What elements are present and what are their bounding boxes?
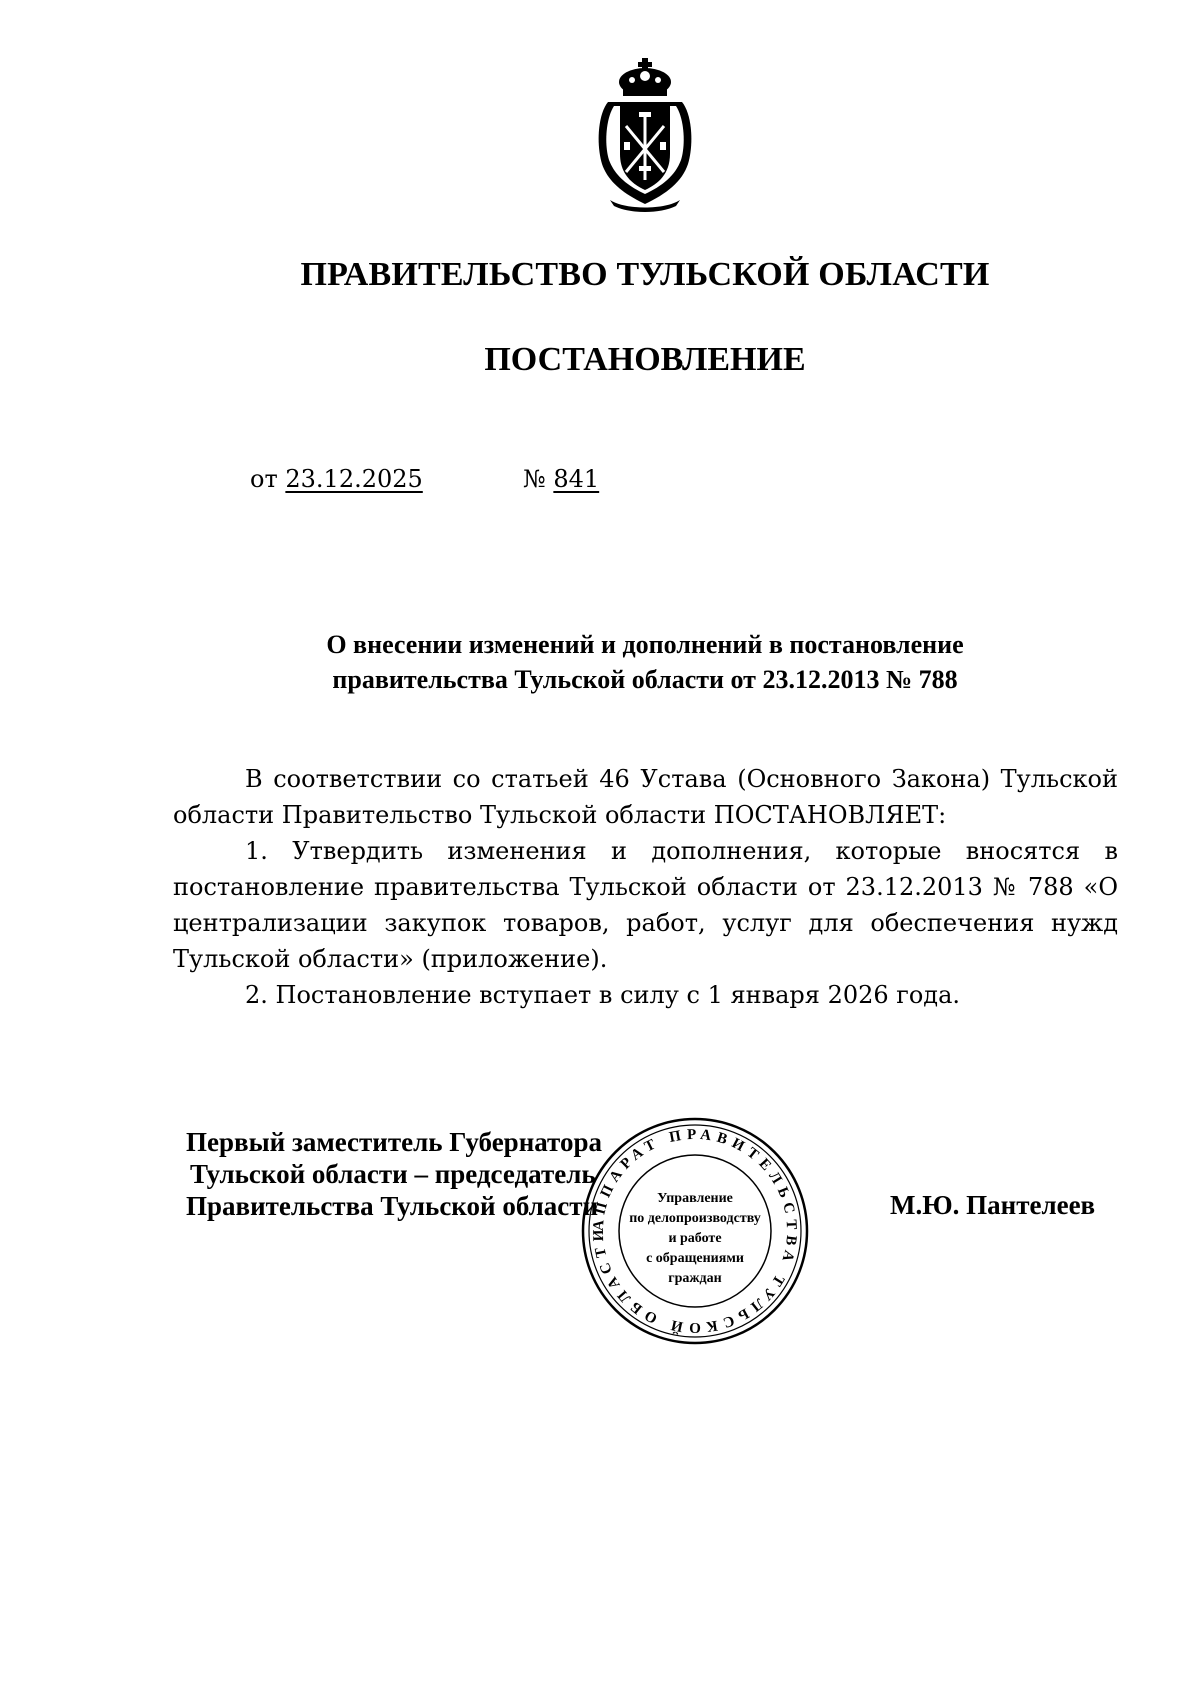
stamp-ring-text: АППАРАТ ПРАВИТЕЛЬСТВА ТУЛЬСКОЙ ОБЛАСТИ [590, 1126, 800, 1336]
stamp-center-line-2: по делопроизводству [629, 1211, 761, 1226]
signer-name: М.Ю. Пантелеев [890, 1190, 1096, 1220]
document-type-title: ПОСТАНОВЛЕНИЕ [484, 341, 806, 378]
document-body [173, 761, 1118, 1013]
body-paragraph-preamble: В соответствии со статьей 46 Устава (Основного Закона) Тульской области Правительство Тульской области ПОСТАНОВЛЯЕТ: [173, 765, 1118, 829]
body-paragraph-item-1: 1. Утвердить изменения и дополнения, которые вносятся в постановление правительства Тульской области от 23.12.2013 № 788 «О централизации закупок товаров, работ, услуг для обеспечения нужд Тульской области» (приложение). [173, 837, 1118, 973]
document-date: 23.12.2025 [285, 465, 423, 493]
stamp-center-line-4: с обращениями [646, 1251, 744, 1266]
signer-position-line-1: Первый заместитель Губернатора [186, 1127, 602, 1157]
registration-line [250, 465, 600, 493]
organization-title: ПРАВИТЕЛЬСТВО ТУЛЬСКОЙ ОБЛАСТИ [300, 256, 990, 293]
subject-line-1: О внесении изменений и дополнений в постановление [326, 630, 964, 659]
document-number-group [523, 465, 599, 493]
stamp-center-line-1: Управление [657, 1191, 733, 1206]
document-subject [0, 627, 1200, 697]
coat-of-arms-icon [590, 54, 700, 214]
signer-position-line-2: Тульской области – председатель [190, 1159, 596, 1189]
date-prefix: от [250, 465, 278, 493]
subject-line-2: правительства Тульской области от 23.12.2013 № 788 [332, 665, 958, 694]
official-stamp [580, 1116, 810, 1346]
stamp-center-line-5: граждан [668, 1271, 722, 1286]
number-prefix: № [523, 465, 546, 493]
signer-position-line-3: Правительства Тульской области [186, 1191, 599, 1221]
document-number: 841 [553, 465, 600, 493]
body-paragraph-item-2: 2. Постановление вступает в силу с 1 января 2026 года. [245, 981, 961, 1009]
stamp-center-line-3: и работе [668, 1231, 722, 1246]
signer-position [186, 1126, 602, 1222]
